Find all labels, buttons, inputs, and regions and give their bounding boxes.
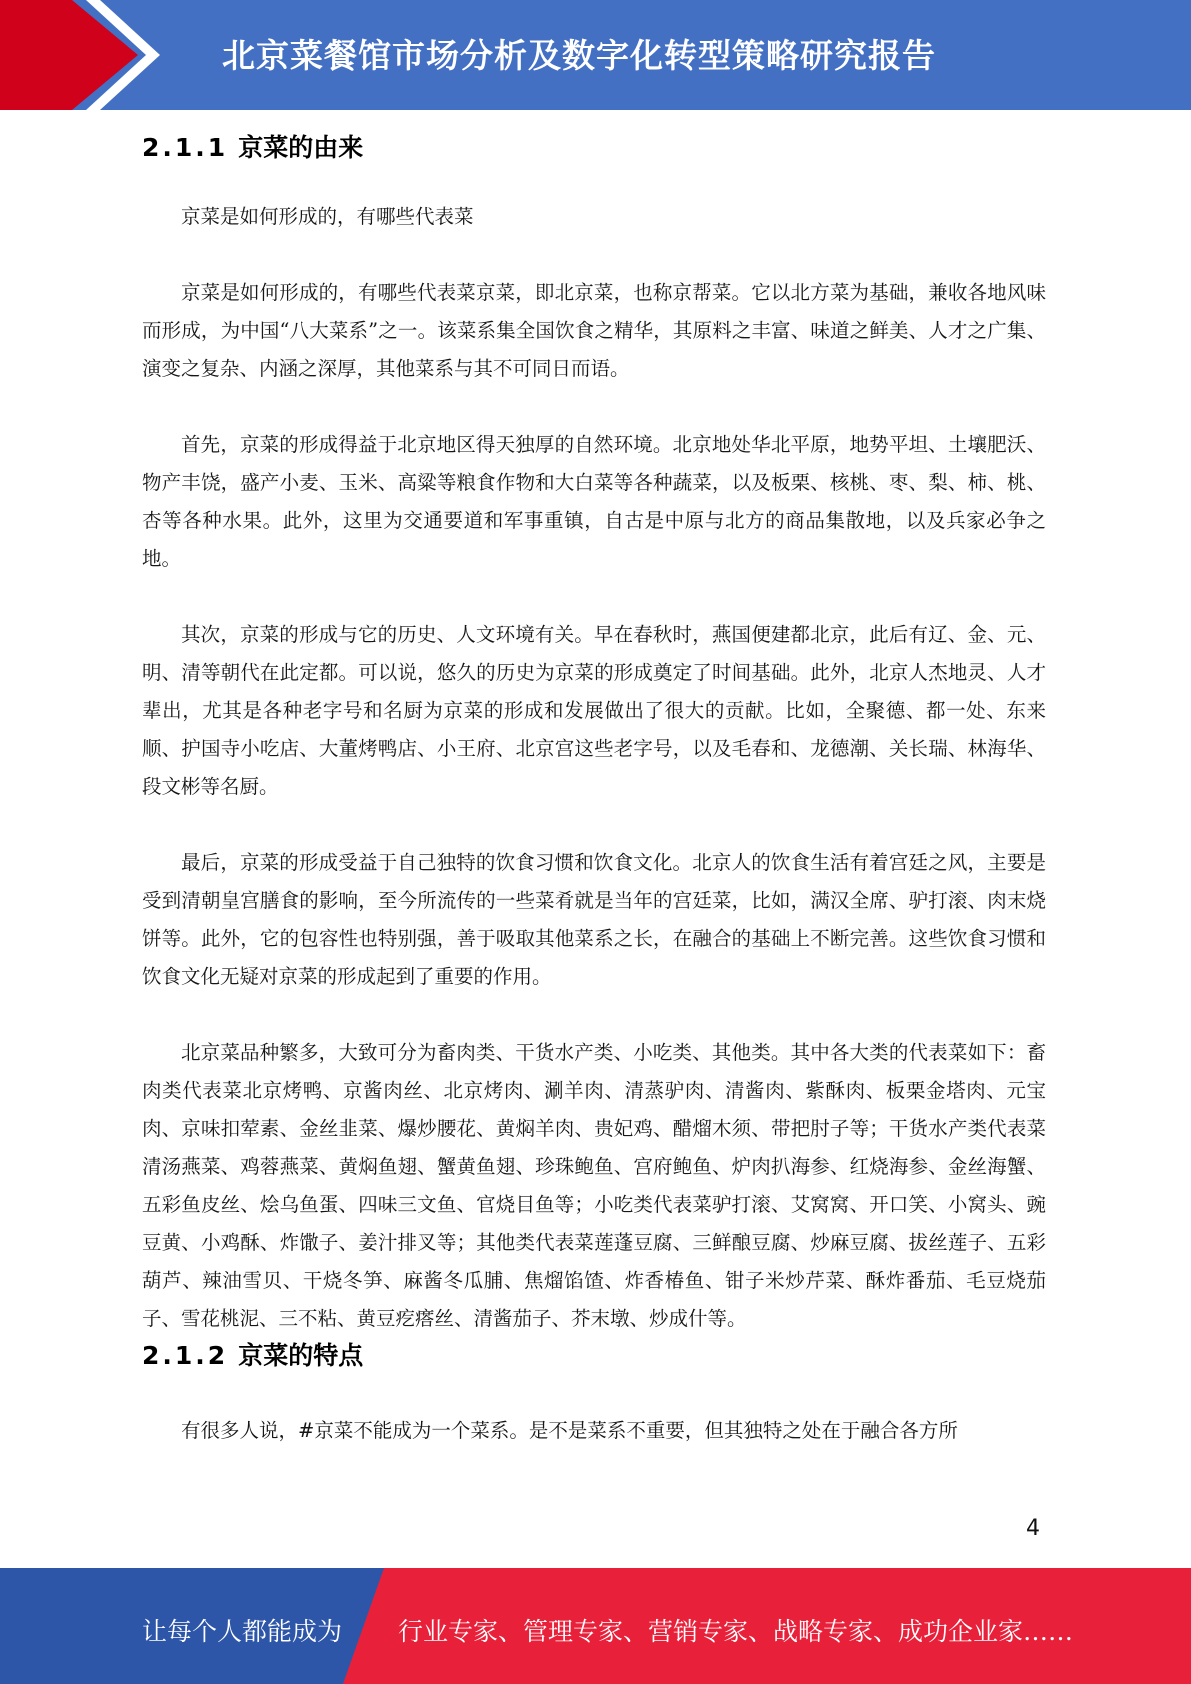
paragraph: 首先，京菜的形成得益于北京地区得天独厚的自然环境。北京地处华北平原，地势平坦、土壤肥沃、物产丰饶，盛产小麦、玉米、高粱等粮食作物和大白菜等各种蔬菜，以及板栗、核桃、枣、梨、柿、桃、杏等各种水果。此外，这里为交通要道和军事重镇，自古是中原与北方的商品集散地，以及兵家必争之地。 xyxy=(142,433,1046,570)
section-number: 2.1.1 xyxy=(142,133,229,162)
footer-slogan-right: 行业专家、管理专家、营销专家、战略专家、成功企业家…… xyxy=(398,1617,1074,1646)
header-banner xyxy=(0,0,1191,110)
paragraph: 有很多人说，#京菜不能成为一个菜系。是不是菜系不重要，但其独特之处在于融合各方所 xyxy=(181,1419,958,1442)
section-number: 2.1.2 xyxy=(142,1341,229,1370)
arrow-chevron-icon xyxy=(0,0,260,110)
section-heading-origin xyxy=(142,128,1046,168)
paragraph: 其次，京菜的形成与它的历史、人文环境有关。早在春秋时，燕国便建都北京，此后有辽、金、元、明、清等朝代在此定都。可以说，悠久的历史为京菜的形成奠定了时间基础。此外，北京人杰地灵、人才辈出，尤其是各种老字号和名厨为京菜的形成和发展做出了很大的贡献。比如，全聚德、都一处、东来顺、护国寺小吃店、大董烤鸭店、小王府、北京宫这些老字号，以及毛春和、龙德潮、关长瑞、林海华、段文彬等名厨。 xyxy=(142,623,1046,798)
paragraph: 京菜是如何形成的，有哪些代表菜 xyxy=(181,205,474,228)
report-title: 北京菜餐馆市场分析及数字化转型策略研究报告 xyxy=(222,36,936,75)
footer-slogan-left: 让每个人都能成为 xyxy=(142,1617,343,1646)
section-title: 京菜的特点 xyxy=(238,1341,364,1370)
paragraph: 北京菜品种繁多，大致可分为畜肉类、干货水产类、小吃类、其他类。其中各大类的代表菜如下：畜肉类代表菜北京烤鸭、京酱肉丝、北京烤肉、涮羊肉、清蒸驴肉、清酱肉、紫酥肉、板栗金塔肉、元宝肉、京味扣荤素、金丝韭菜、爆炒腰花、黄焖羊肉、贵妃鸡、醋熘木须、带把肘子等；干货水产类代表菜清汤燕菜、鸡蓉燕菜、黄焖鱼翅、蟹黄鱼翅、珍珠鲍鱼、宫府鲍鱼、炉肉扒海参、红烧海参、金丝海蟹、五彩鱼皮丝、烩乌鱼蛋、四味三文鱼、官烧目鱼等；小吃类代表菜驴打滚、艾窝窝、开口笑、小窝头、豌豆黄、小鸡酥、炸馓子、姜汁排叉等；其他类代表菜莲蓬豆腐、三鲜酿豆腐、炒麻豆腐、拔丝莲子、五彩葫芦、辣油雪贝、干烧冬笋、麻酱冬瓜脯、焦熘馅馇、炸香椿鱼、钳子米炒芹菜、酥炸番茄、毛豆烧茄子、雪花桃泥、三不粘、黄豆疙瘩丝、清酱茄子、芥末墩、炒成什等。 xyxy=(142,1041,1046,1330)
footer-banner xyxy=(0,1568,1191,1684)
paragraph: 京菜是如何形成的，有哪些代表菜京菜，即北京菜，也称京帮菜。它以北方菜为基础，兼收各地风味而形成，为中国“八大菜系”之一。该菜系集全国饮食之精华，其原料之丰富、味道之鲜美、人才之广集、演变之复杂、内涵之深厚，其他菜系与其不可同日而语。 xyxy=(142,281,1046,380)
page-number: 4 xyxy=(1026,1516,1040,1541)
paragraph: 最后，京菜的形成受益于自己独特的饮食习惯和饮食文化。北京人的饮食生活有着宫廷之风，主要是受到清朝皇宫膳食的影响，至今所流传的一些菜肴就是当年的宫廷菜，比如，满汉全席、驴打滚、肉末烧饼等。此外，它的包容性也特别强，善于吸取其他菜系之长，在融合的基础上不断完善。这些饮食习惯和饮食文化无疑对京菜的形成起到了重要的作用。 xyxy=(142,851,1046,988)
document-body xyxy=(142,128,1046,1450)
section-title: 京菜的由来 xyxy=(238,133,364,162)
section-heading-features xyxy=(142,1336,1046,1376)
